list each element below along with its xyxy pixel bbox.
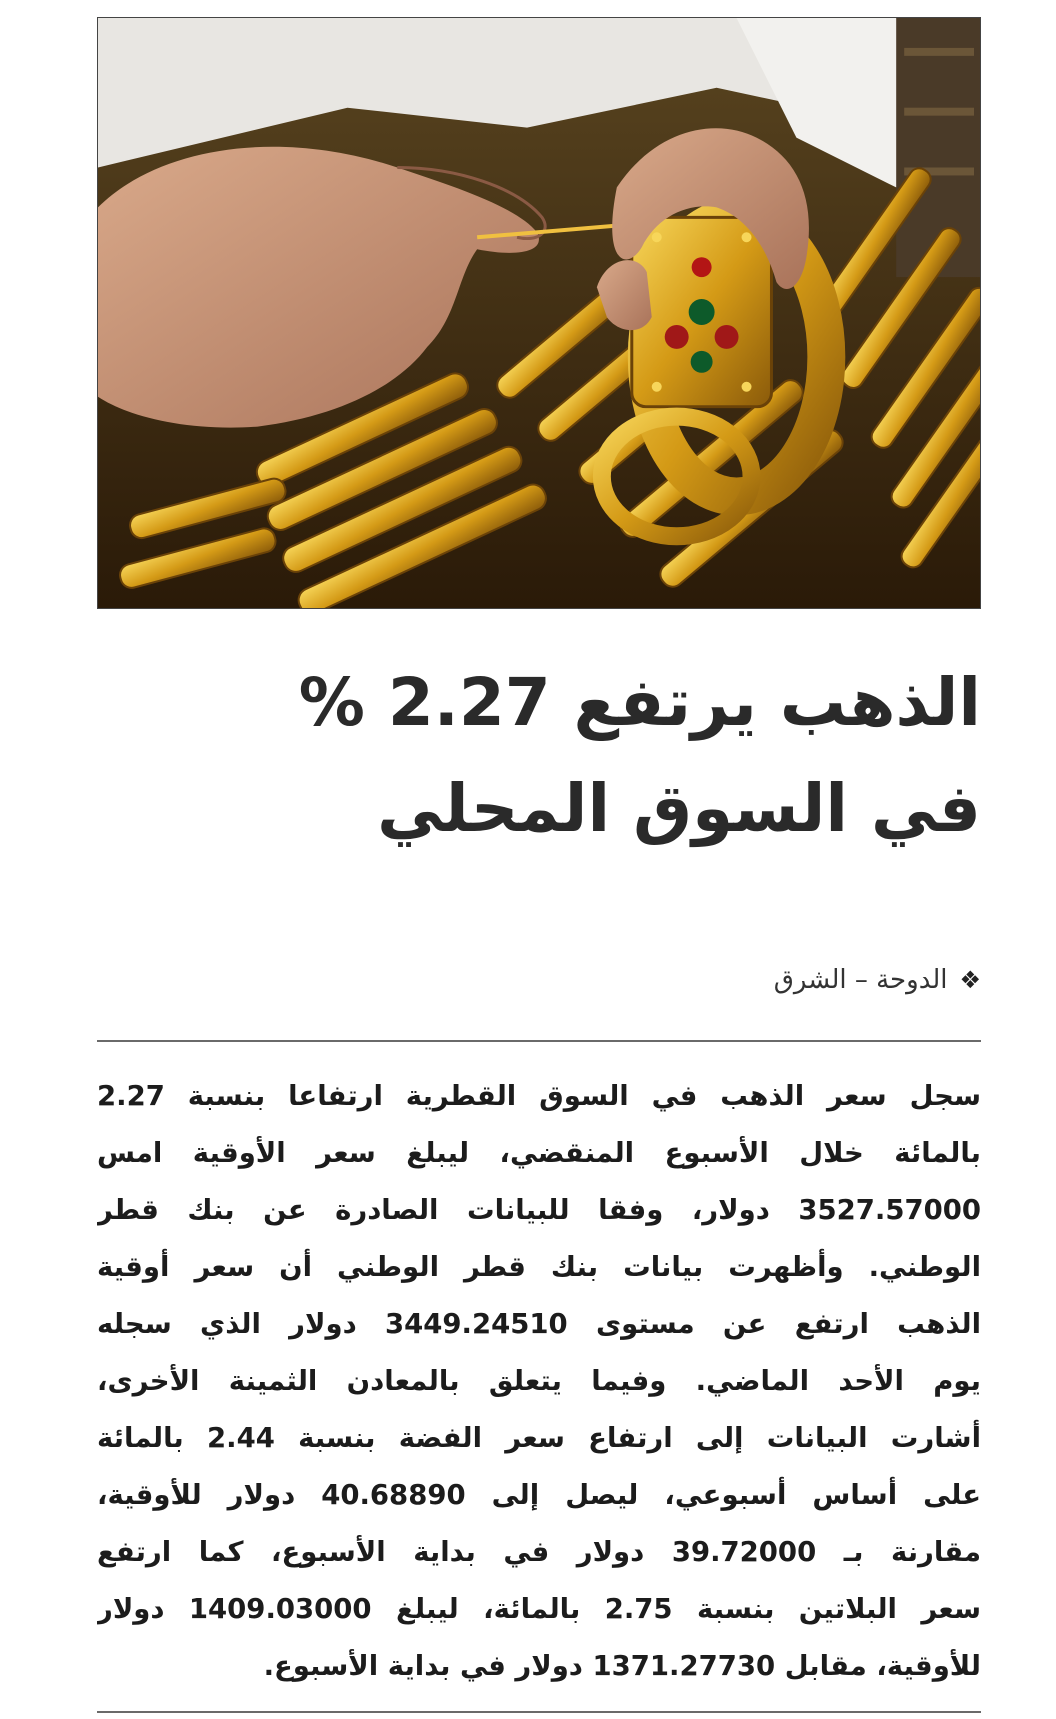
body-line: سعر البلاتين بنسبة 2.75 بالمائة، ليبلغ 1409.03000 دولار [97,1593,981,1625]
body-line: الذهب ارتفع عن مستوى 3449.24510 دولار الذي سجله [97,1308,981,1340]
body-line: سجل سعر الذهب في السوق القطرية ارتفاعا بنسبة 2.27 [97,1080,981,1112]
article-body [97,1068,981,1695]
article-photo [97,17,981,609]
gold-jewellery-photo [98,18,980,608]
body-line: يوم الأحد الماضي. وفيما يتعلق بالمعادن الثمينة الأخرى، [97,1365,981,1397]
dateline [774,960,981,1000]
body-line: 3527.57000 دولار، وفقا للبيانات الصادرة عن بنك قطر [97,1194,981,1226]
diamond-bullet-icon: ❖ [959,966,981,994]
body-line: أشارت البيانات إلى ارتفاع سعر الفضة بنسبة 2.44 بالمائة [97,1422,981,1454]
divider-top [97,1040,981,1042]
divider-bottom [97,1711,981,1713]
body-line: الوطني. وأظهرت بيانات بنك قطر الوطني أن سعر أوقية [97,1251,981,1283]
headline-line-2: في السوق المحلي [377,770,981,847]
dateline-text: الدوحة – الشرق [773,965,948,995]
headline-line-1: الذهب يرتفع 2.27 % [298,664,981,741]
body-line: على أساس أسبوعي، ليصل إلى 40.68890 دولار للأوقية، [97,1479,981,1511]
body-line: للأوقية، مقابل 1371.27730 دولار في بداية الأسبوع. [263,1650,981,1682]
headline [101,650,981,862]
body-line: بالمائة خلال الأسبوع المنقضي، ليبلغ سعر الأوقية امس [97,1137,981,1169]
body-line: مقارنة بـ 39.72000 دولار في بداية الأسبوع، كما ارتفع [97,1536,981,1568]
